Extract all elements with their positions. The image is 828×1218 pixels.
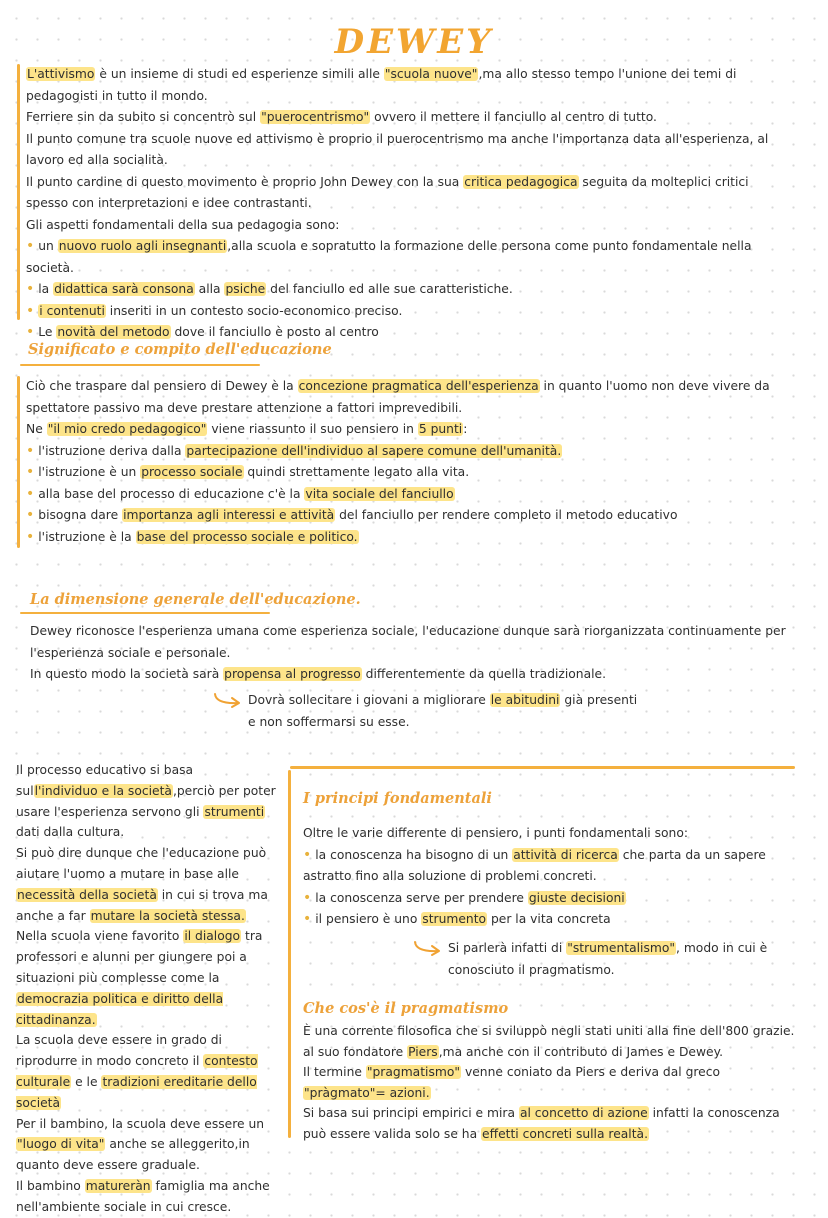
section1-paragraph-2: Ne "il mio credo pedagogico" viene riassunto il suo pensiero in 5 punti:: [26, 422, 468, 436]
left-column: Il processo educativo si basa sull'individuo e la società,perciò per poter usare l'esperienza servono gli strumenti dati dalla cultura. Si può dire dunque che l'educazione può aiutare l'uomo a mutare in base alle necessità della società in cui si trova ma anche a far mutare la società stessa. Nella scuola viene favorito il dialogo tra professori e alunni per giungere poi a situazioni più complesse come la democrazia politica e diritto della cittadinanza. La scuola deve essere in grado di riprodurre in modo concreto il contesto culturale e le tradizioni ereditarie dello società Per il bambino, la scuola deve essere un "luogo di vita" anche se alleggerito,in quanto deve essere graduale. Il bambino matureràn famiglia ma anche nell'ambiente sociale in cui cresce.: [16, 763, 276, 1214]
intro-paragraph-3: Il punto comune tra scuole nuove ed attivismo è proprio il puerocentrismo ma anche l'importanza data all'esperienza, al lavoro ed alla socialità.: [26, 131, 769, 167]
section2-arrow-line2: e non soffermarsi su esse.: [248, 714, 410, 729]
section-heading-principi: I principi fondamentali: [303, 790, 492, 807]
intro-section: [26, 64, 791, 344]
bullet-icon: •: [26, 464, 35, 480]
principi-body: [303, 823, 808, 931]
list-item: • la conoscenza serve per prendere giuste decisioni: [303, 889, 625, 906]
intro-paragraph-5: Gli aspetti fondamentali della sua pedagogia sono:: [26, 217, 340, 232]
list-item: • Le novità del metodo dove il fanciullo è posto al centro: [26, 324, 379, 340]
list-item: • l'istruzione è un processo sociale quindi strettamente legato alla vita.: [26, 464, 470, 480]
section-heading-dimensione: La dimensione generale dell'educazione.: [30, 591, 361, 608]
section2-body: [30, 621, 790, 686]
section-divider: [20, 364, 260, 366]
column-divider: [288, 770, 291, 1138]
section2-arrow-note: Dovrà sollecitare i giovani a migliorare le abitudini già presenti e non soffermarsi su esse.: [212, 690, 712, 733]
intro-accent-bar: [17, 64, 20, 320]
list-item: • la didattica sarà consona alla psiche del fanciullo ed alle sue caratteristiche.: [26, 281, 513, 297]
bullet-icon: •: [26, 302, 35, 319]
list-item: • l'istruzione è la base del processo sociale e politico.: [26, 528, 358, 545]
list-item: • il pensiero è uno strumento per la vita concreta: [303, 911, 611, 927]
section1-accent-bar: [17, 376, 20, 548]
bullet-icon: •: [26, 485, 35, 502]
list-item: • la conoscenza ha bisogno di un attività di ricerca che parta da un sapere astratto fino alla soluzione di problemi concreti.: [303, 846, 766, 883]
bullet-icon: •: [26, 442, 35, 459]
section1-body: [26, 376, 791, 548]
list-item: • i contenuti inseriti in un contesto socio-economico preciso.: [26, 302, 403, 319]
intro-paragraph-2: Ferriere sin da subito si concentrò sul "puerocentrismo" ovvero il mettere il fanciullo al centro di tutto.: [26, 110, 657, 124]
pragmatismo-body: È una corrente filosofica che si sviluppò negli stati uniti alla fine dell'800 grazie. al suo fondatore Piers,ma anche con il contributo di James e Dewey. Il termine "pragmatismo" venne coniato da Piers e deriva dal greco "pràgmato"= azioni. Si basa sui principi empirici e mira al concetto di azione infatti la conoscenza può essere valida solo se ha effetti concreti sulla realtà.: [303, 1024, 795, 1141]
bullet-icon: •: [26, 281, 35, 297]
list-item: • bisogna dare importanza agli interessi e attività del fanciullo per rendere completo il metodo educativo: [26, 507, 678, 523]
highlight-attivismo: L'attivismo: [27, 67, 95, 81]
principi-arrow-line2: conosciuto il pragmatismo.: [448, 962, 615, 977]
curved-arrow-icon: [212, 692, 244, 710]
curved-arrow-icon: [412, 940, 444, 958]
bullet-icon: •: [26, 324, 35, 340]
bullet-icon: •: [26, 238, 35, 254]
section-divider: [20, 612, 270, 614]
bullet-icon: •: [303, 911, 312, 927]
section-heading-pragmatismo: Che cos'è il pragmatismo: [303, 1000, 509, 1017]
list-item: • un nuovo ruolo agli insegnanti,alla scuola e sopratutto la formazione delle persona come punto fondamentale nella società.: [26, 238, 752, 275]
page-title: DEWEY: [334, 22, 494, 62]
list-item: • alla base del processo di educazione c'è la vita sociale del fanciullo: [26, 485, 454, 502]
principi-intro: Oltre le varie differente di pensiero, i punti fondamentali sono:: [303, 826, 689, 840]
intro-paragraph-1: L'attivismo è un insieme di studi ed esperienze simili alle "scuola nuove",ma allo stesso tempo l'unione dei temi di pedagogisti in tutto il mondo.: [26, 67, 737, 103]
bullet-icon: •: [303, 846, 312, 863]
bullet-icon: •: [26, 507, 35, 523]
section2-paragraph-1: Dewey riconosce l'esperienza umana come esperienza sociale, l'educazione dunque sarà riorganizzata continuamente per l'esperienza sociale e personale.: [30, 624, 786, 660]
section1-paragraph-1: Ciò che traspare dal pensiero di Dewey è la concezione pragmatica dell'esperienza in quanto l'uomo non deve vivere da spettatore passivo ma deve prestare attenzione a fattori imprevedibili.: [26, 379, 770, 415]
section2-paragraph-2: In questo modo la società sarà propensa al progresso differentemente da quella tradizionale.: [30, 667, 607, 681]
right-column-top-rule: [290, 766, 795, 769]
bullet-icon: •: [303, 889, 312, 906]
bullet-icon: •: [26, 528, 35, 545]
section-heading-significato: Significato e compito dell'educazione: [28, 341, 332, 358]
intro-paragraph-4: Il punto cardine di questo movimento è proprio John Dewey con la sua critica pedagogica seguita da molteplici critici spesso con interpretazioni e idee contrastanti.: [26, 174, 749, 210]
list-item: • l'istruzione deriva dalla partecipazione dell'individuo al sapere comune dell'umanità.: [26, 442, 562, 459]
principi-arrow-note: Si parlerà infatti di "strumentalismo", modo in cui è conosciuto il pragmatismo.: [412, 938, 802, 981]
